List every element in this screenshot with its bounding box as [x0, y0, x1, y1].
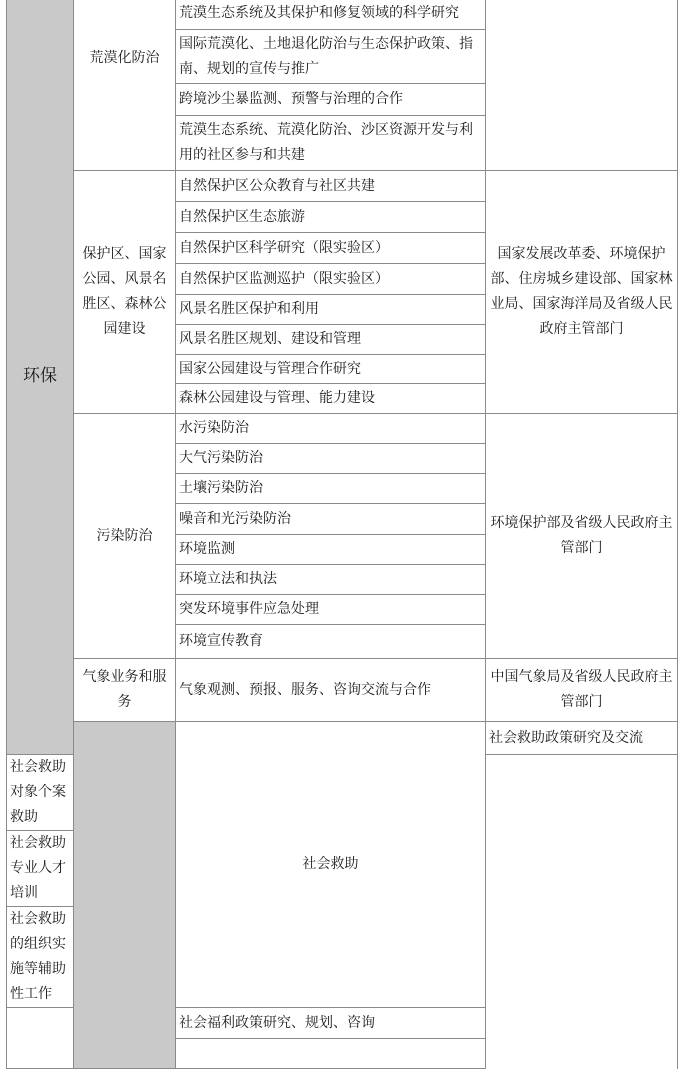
table-row-item: 自然保护区公众教育与社区共建: [176, 171, 486, 202]
department-cell: 环境保护部及省级人民政府主管部门: [486, 414, 678, 659]
table-row-item: 环境监测: [176, 535, 486, 565]
table-row-item: 国际荒漠化、土地退化防治与生态保护政策、指南、规划的宣传与推广: [176, 30, 486, 84]
department-cell: [486, 0, 678, 171]
table-row-item: 气象观测、预报、服务、咨询交流与合作: [176, 659, 486, 722]
subcategory-cell: 社会救助: [176, 722, 486, 1008]
table-row-item: 荒漠生态系统及其保护和修复领域的科学研究: [176, 0, 486, 30]
table-row-item: 突发环境事件应急处理: [176, 595, 486, 625]
table-row-item: 大气污染防治: [176, 444, 486, 474]
table-row-item: [176, 1039, 486, 1069]
subcategory-cell: 污染防治: [74, 414, 176, 659]
table-row-item: 环境宣传教育: [176, 625, 486, 659]
table-row-item: 森林公园建设与管理、能力建设: [176, 384, 486, 414]
subcategory-cell: 荒漠化防治: [74, 0, 176, 171]
table-row-item: 社会救助专业人才培训: [7, 831, 74, 907]
activity-table: [6, 0, 678, 1069]
table-row-item: 跨境沙尘暴监测、预警与治理的合作: [176, 84, 486, 116]
category-cell: 环保: [7, 0, 74, 755]
table-row-item: 土壤污染防治: [176, 474, 486, 504]
table-row-item: 自然保护区生态旅游: [176, 202, 486, 233]
table-row-item: 社会救助的组织实施等辅助性工作: [7, 907, 74, 1008]
table-row-item: 自然保护区监测巡护（限实验区）: [176, 264, 486, 295]
table-row-item: 社会救助对象个案救助: [7, 755, 74, 831]
table-row-item: 社会救助政策研究及交流: [486, 722, 678, 755]
department-cell: 国家发展改革委、环境保护部、住房城乡建设部、国家林业局、国家海洋局及省级人民政府主管部门: [486, 171, 678, 414]
category-cell: [74, 722, 176, 1069]
table-row-item: 荒漠生态系统、荒漠化防治、沙区资源开发与利用的社区参与和共建: [176, 116, 486, 171]
table-row-item: 自然保护区科学研究（限实验区）: [176, 233, 486, 264]
table-row-item: 风景名胜区规划、建设和管理: [176, 325, 486, 355]
subcategory-cell: [7, 1008, 74, 1069]
subcategory-cell: 保护区、国家公园、风景名胜区、森林公园建设: [74, 171, 176, 414]
table-row-item: 水污染防治: [176, 414, 486, 444]
table-row-item: 风景名胜区保护和利用: [176, 295, 486, 325]
table-row-item: 噪音和光污染防治: [176, 504, 486, 535]
table-row-item: 国家公园建设与管理合作研究: [176, 355, 486, 384]
table-row-item: 环境立法和执法: [176, 565, 486, 595]
department-cell: 中国气象局及省级人民政府主管部门: [486, 659, 678, 722]
table-row-item: 社会福利政策研究、规划、咨询: [176, 1008, 486, 1039]
subcategory-cell: 气象业务和服务: [74, 659, 176, 722]
